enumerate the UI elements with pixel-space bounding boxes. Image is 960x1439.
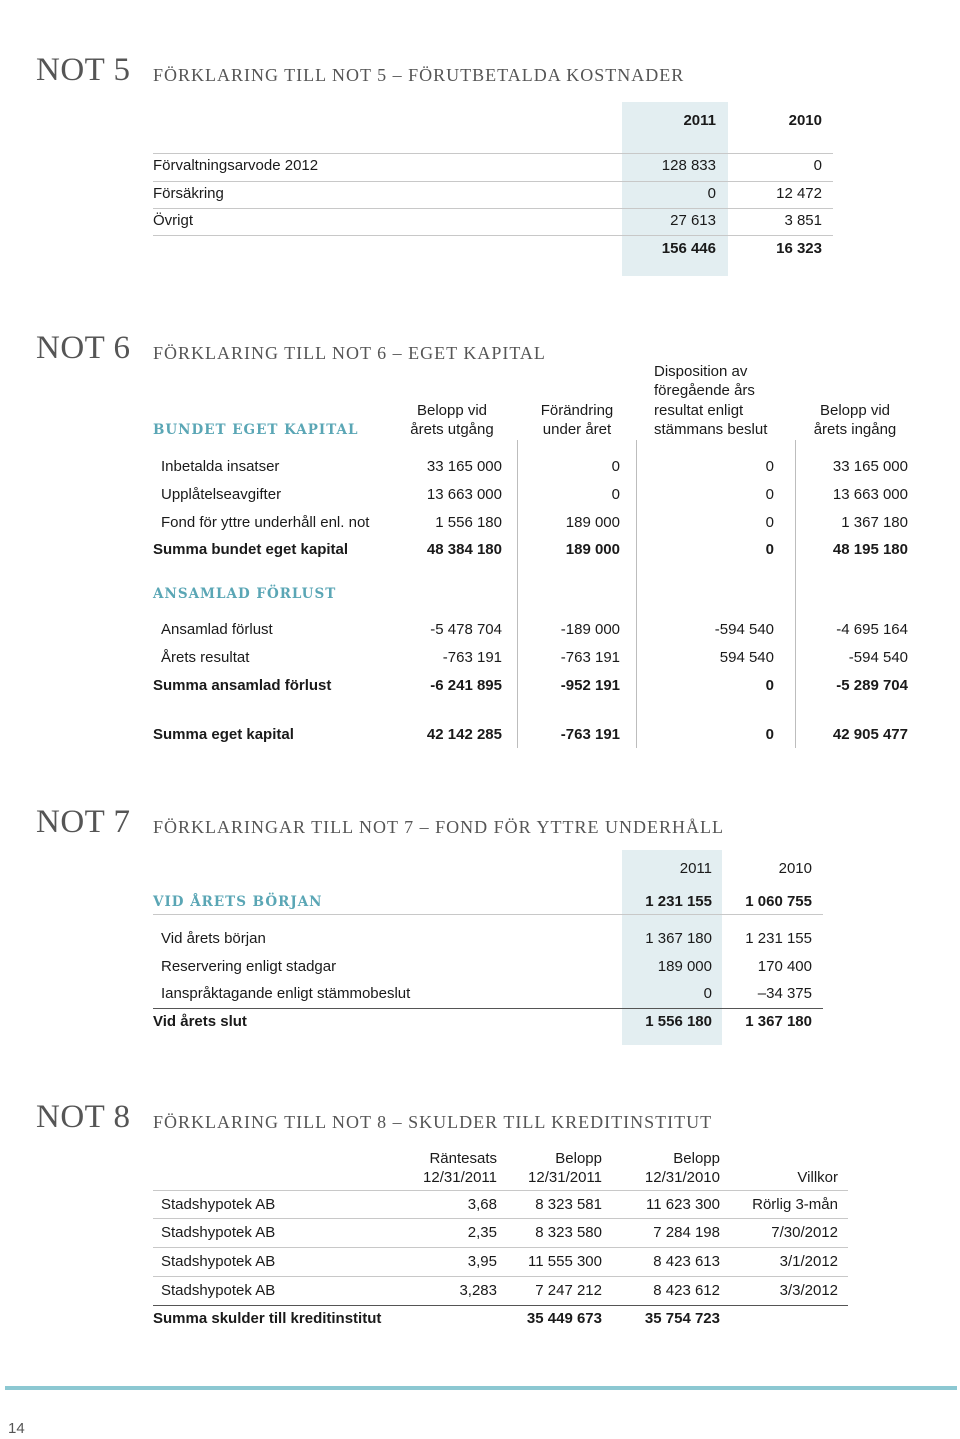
ansamlad-row-c2: -189 000 <box>560 621 620 638</box>
bundet-sum-c4: 48 195 180 <box>832 541 908 558</box>
divider <box>153 1008 823 1009</box>
eget-kapital-sum-c1: 42 142 285 <box>426 726 502 743</box>
ansamlad-row-label: Ansamlad förlust <box>161 621 273 638</box>
note8-row-rate: 2,35 <box>467 1224 497 1241</box>
page-number: 14 <box>8 1420 25 1437</box>
header-belopp-ingang-2: årets ingång <box>813 421 897 438</box>
ansamlad-row-c3: -594 540 <box>714 621 774 638</box>
note8-title: FÖRKLARING TILL NOT 8 – SKULDER TILL KREDITINSTITUT <box>153 1112 713 1132</box>
note5-row-2011: 0 <box>707 185 716 202</box>
header-rantesats-1: Räntesats <box>429 1150 497 1167</box>
header-forandring-1: Förändring <box>540 402 614 419</box>
divider <box>153 153 833 154</box>
note7-row-2011: 1 367 180 <box>645 930 712 947</box>
header-belopp2011-1: Belopp <box>555 1150 602 1167</box>
ansamlad-row-c4: -594 540 <box>848 649 908 666</box>
header-belopp-utgang-2: årets utgång <box>410 421 494 438</box>
header-belopp2011-2: 12/31/2011 <box>528 1169 602 1186</box>
note7-number: NOT 7 <box>36 804 131 840</box>
note5-col-2010: 2010 <box>788 112 822 129</box>
note5-total-2010: 16 323 <box>776 240 822 257</box>
bundet-row-c4: 33 165 000 <box>832 458 908 475</box>
ansamlad-row-c1: -5 478 704 <box>430 621 502 638</box>
note5-row-2010: 0 <box>813 157 822 174</box>
ansamlad-sum-c1: -6 241 895 <box>430 677 502 694</box>
column-divider <box>795 440 796 748</box>
note8-row-b2010: 8 423 613 <box>653 1253 720 1270</box>
note5-row-2011: 128 833 <box>661 157 716 174</box>
eget-kapital-sum-c2: -763 191 <box>560 726 620 743</box>
note8-row-b2011: 11 555 300 <box>528 1253 602 1270</box>
bundet-sum-c2: 189 000 <box>565 541 620 558</box>
note7-col-2011: 2011 <box>679 860 712 877</box>
note5-row-2010: 3 851 <box>784 212 822 229</box>
header-disposition-3: resultat enligt <box>654 402 744 419</box>
note7-row-2010: 170 400 <box>757 958 812 975</box>
ansamlad-row-c3: 594 540 <box>719 649 774 666</box>
note8-row-b2010: 8 423 612 <box>653 1282 720 1299</box>
note7-start-2011: 1 231 155 <box>645 893 712 910</box>
note7-start-2010: 1 060 755 <box>745 893 812 910</box>
note7-row-2010: –34 375 <box>757 985 812 1002</box>
header-disposition-4: stämmans beslut <box>654 421 768 438</box>
column-divider <box>636 440 637 748</box>
eget-kapital-sum-label: Summa eget kapital <box>153 726 294 743</box>
bundet-row-c2: 189 000 <box>565 514 620 531</box>
note8-row-villkor: 3/3/2012 <box>779 1282 838 1299</box>
bundet-row-c2: 0 <box>611 458 620 475</box>
divider <box>153 1218 848 1219</box>
ansamlad-row-label: Årets resultat <box>161 649 250 666</box>
note8-row-b2011: 8 323 580 <box>535 1224 602 1241</box>
note8-row-label: Stadshypotek AB <box>161 1224 276 1241</box>
divider <box>153 235 833 236</box>
header-disposition-2: föregående års <box>654 382 755 399</box>
bundet-row-c3: 0 <box>765 458 774 475</box>
header-forandring-2: under året <box>542 421 612 438</box>
bundet-row-c2: 0 <box>611 486 620 503</box>
bundet-row-c1: 13 663 000 <box>426 486 502 503</box>
note5-total-2011: 156 446 <box>661 240 716 257</box>
divider <box>153 1305 848 1306</box>
ansamlad-sum-label: Summa ansamlad förlust <box>153 677 332 694</box>
note7-end-2010: 1 367 180 <box>745 1013 812 1030</box>
note8-sum-b2010: 35 754 723 <box>644 1310 720 1327</box>
divider <box>153 181 833 182</box>
header-belopp-utgang-1: Belopp vid <box>416 402 488 419</box>
note8-row-villkor: Rörlig 3-mån <box>752 1196 838 1213</box>
ansamlad-row-c2: -763 191 <box>560 649 620 666</box>
eget-kapital-sum-c4: 42 905 477 <box>832 726 908 743</box>
bundet-row-c1: 1 556 180 <box>435 514 502 531</box>
note7-end-2011: 1 556 180 <box>645 1013 712 1030</box>
note8-row-rate: 3,95 <box>467 1253 497 1270</box>
note7-end-label: Vid årets slut <box>153 1013 247 1030</box>
divider <box>153 914 823 915</box>
note5-row-label: Försäkring <box>153 185 224 202</box>
note5-row-2011: 27 613 <box>670 212 716 229</box>
note8-row-b2010: 11 623 300 <box>646 1196 720 1213</box>
ansamlad-sum-c2: -952 191 <box>560 677 620 694</box>
bundet-sum-c3: 0 <box>765 541 774 558</box>
note8-row-villkor: 3/1/2012 <box>779 1253 838 1270</box>
eget-kapital-sum-c3: 0 <box>765 726 774 743</box>
note7-row-2011: 189 000 <box>657 958 712 975</box>
note5-col-2011: 2011 <box>683 112 716 129</box>
ansamlad-row-c1: -763 191 <box>442 649 502 666</box>
note5-row-label: Förvaltningsarvode 2012 <box>153 157 319 174</box>
note7-row-label: Ianspråktagande enligt stämmobeslut <box>161 985 411 1002</box>
header-belopp2010-1: Belopp <box>673 1150 720 1167</box>
note8-row-b2011: 8 323 581 <box>535 1196 602 1213</box>
bundet-row-label: Inbetalda insatser <box>161 458 280 475</box>
note8-row-villkor: 7/30/2012 <box>771 1224 838 1241</box>
bundet-row-label: Upplåtelseavgifter <box>161 486 282 503</box>
vid-arets-borjan-heading: VID ÅRETS BÖRJAN <box>153 894 323 910</box>
note8-row-rate: 3,68 <box>467 1196 497 1213</box>
header-villkor: Villkor <box>797 1169 838 1186</box>
bundet-sum-c1: 48 384 180 <box>426 541 502 558</box>
divider <box>153 1190 848 1191</box>
bundet-row-label: Fond för yttre underhåll enl. not <box>161 514 370 531</box>
note7-row-2010: 1 231 155 <box>745 930 812 947</box>
note5-row-label: Övrigt <box>153 212 194 229</box>
note8-row-b2011: 7 247 212 <box>535 1282 602 1299</box>
note8-sum-b2011: 35 449 673 <box>526 1310 602 1327</box>
note8-row-rate: 3,283 <box>459 1282 497 1299</box>
note7-row-label: Vid årets början <box>161 930 266 947</box>
note7-row-2011: 0 <box>703 985 712 1002</box>
bundet-row-c4: 13 663 000 <box>832 486 908 503</box>
bundet-row-c1: 33 165 000 <box>426 458 502 475</box>
note8-sum-label: Summa skulder till kreditinstitut <box>153 1310 382 1327</box>
bundet-row-c3: 0 <box>765 514 774 531</box>
ansamlad-row-c4: -4 695 164 <box>836 621 908 638</box>
bundet-sum-label: Summa bundet eget kapital <box>153 541 349 558</box>
header-belopp2010-2: 12/31/2010 <box>644 1169 720 1186</box>
note8-row-label: Stadshypotek AB <box>161 1253 276 1270</box>
bundet-row-c3: 0 <box>765 486 774 503</box>
note7-col-2010: 2010 <box>778 860 812 877</box>
divider <box>153 208 833 209</box>
note7-row-label: Reservering enligt stadgar <box>161 958 337 975</box>
note6-number: NOT 6 <box>36 330 131 366</box>
ansamlad-sum-c3: 0 <box>765 677 774 694</box>
note7-title: FÖRKLARINGAR TILL NOT 7 – FOND FÖR YTTRE UNDERHÅLL <box>153 817 724 837</box>
divider <box>153 1276 848 1277</box>
footer-rule <box>5 1386 957 1390</box>
note5-number: NOT 5 <box>36 52 131 88</box>
note8-row-label: Stadshypotek AB <box>161 1196 276 1213</box>
note5-title: FÖRKLARING TILL NOT 5 – FÖRUTBETALDA KOSTNADER <box>153 65 685 85</box>
note5-row-2010: 12 472 <box>776 185 822 202</box>
header-disposition-1: Disposition av <box>654 363 748 380</box>
ansamlad-forlust-heading: ANSAMLAD FÖRLUST <box>153 586 337 602</box>
header-rantesats-2: 12/31/2011 <box>423 1169 497 1186</box>
note6-title: FÖRKLARING TILL NOT 6 – EGET KAPITAL <box>153 343 546 363</box>
bundet-row-c4: 1 367 180 <box>841 514 908 531</box>
divider <box>153 1247 848 1248</box>
note8-number: NOT 8 <box>36 1099 131 1135</box>
note8-row-b2010: 7 284 198 <box>653 1224 720 1241</box>
column-divider <box>517 440 518 748</box>
ansamlad-sum-c4: -5 289 704 <box>836 677 908 694</box>
bundet-eget-kapital-heading: BUNDET EGET KAPITAL <box>153 422 359 438</box>
header-belopp-ingang-1: Belopp vid <box>819 402 891 419</box>
note8-row-label: Stadshypotek AB <box>161 1282 276 1299</box>
